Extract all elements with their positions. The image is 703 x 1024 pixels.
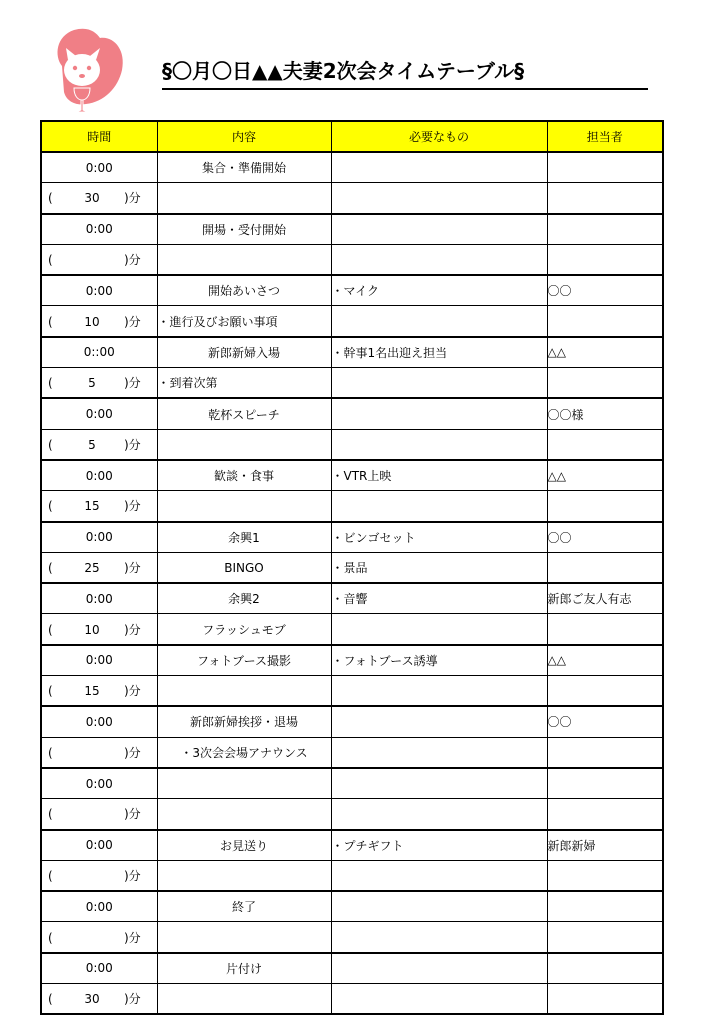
duration-paren-close: )分 [124, 868, 141, 883]
person-cell-sub [547, 614, 663, 645]
duration-paren-close: )分 [124, 930, 141, 945]
items-cell: ・マイク [331, 275, 547, 306]
duration-cell [41, 491, 157, 522]
items-cell-sub [331, 922, 547, 953]
table-row [41, 737, 663, 768]
duration-value: 30 [84, 191, 100, 206]
person-cell: 〇〇 [547, 275, 663, 306]
content-cell-sub [157, 491, 331, 522]
duration-paren-close: )分 [124, 253, 141, 268]
items-cell [331, 768, 547, 799]
duration-paren-open: ( [48, 992, 53, 1007]
items-cell-sub [331, 676, 547, 707]
items-cell-sub [331, 984, 547, 1015]
table-row [41, 830, 663, 861]
table-row [41, 522, 663, 553]
table-row [41, 984, 663, 1015]
items-cell-sub [331, 244, 547, 275]
duration-paren-close: )分 [124, 376, 141, 391]
content-cell-sub [157, 799, 331, 830]
items-cell-sub [331, 799, 547, 830]
table-row [41, 706, 663, 737]
items-cell-sub [331, 860, 547, 891]
duration-paren-open: ( [48, 253, 53, 268]
duration-paren-open: ( [48, 376, 53, 391]
time-cell: 0:00 [41, 953, 157, 984]
time-cell: 0:00 [41, 830, 157, 861]
table-row [41, 614, 663, 645]
content-cell-sub [157, 922, 331, 953]
duration-value: 5 [88, 376, 96, 391]
duration-cell [41, 860, 157, 891]
duration-paren-close: )分 [124, 745, 141, 760]
timetable-body [41, 152, 663, 1014]
items-cell [331, 953, 547, 984]
header-row [41, 121, 663, 152]
content-cell: 余興1 [157, 522, 331, 553]
person-cell-sub [547, 860, 663, 891]
time-cell: 0:00 [41, 706, 157, 737]
person-cell [547, 891, 663, 922]
person-cell [547, 768, 663, 799]
person-cell: △△ [547, 460, 663, 491]
header-person: 担当者 [547, 121, 663, 152]
person-cell [547, 152, 663, 183]
duration-paren-close: )分 [124, 499, 141, 514]
content-cell-sub: フラッシュモブ [157, 614, 331, 645]
content-cell: お見送り [157, 830, 331, 861]
duration-paren-open: ( [48, 807, 53, 822]
table-row [41, 922, 663, 953]
items-cell: ・ビンゴセット [331, 522, 547, 553]
time-cell: 0:00 [41, 460, 157, 491]
duration-cell [41, 984, 157, 1015]
duration-paren-open: ( [48, 622, 53, 637]
table-row [41, 244, 663, 275]
table-row [41, 953, 663, 984]
items-cell-sub: ・景品 [331, 552, 547, 583]
table-row [41, 368, 663, 399]
content-cell: 新郎新婦入場 [157, 337, 331, 368]
content-cell: 終了 [157, 891, 331, 922]
header-content: 内容 [157, 121, 331, 152]
duration-cell [41, 183, 157, 214]
items-cell [331, 891, 547, 922]
duration-paren-open: ( [48, 314, 53, 329]
time-cell: 0::00 [41, 337, 157, 368]
items-cell-sub [331, 614, 547, 645]
items-cell-sub [331, 183, 547, 214]
table-row [41, 768, 663, 799]
person-cell-sub [547, 491, 663, 522]
duration-cell [41, 306, 157, 337]
person-cell-sub [547, 922, 663, 953]
table-row [41, 183, 663, 214]
duration-paren-close: )分 [124, 314, 141, 329]
time-cell: 0:00 [41, 214, 157, 245]
table-row [41, 429, 663, 460]
content-cell-sub [157, 244, 331, 275]
table-row [41, 645, 663, 676]
content-cell-sub [157, 676, 331, 707]
table-row [41, 460, 663, 491]
content-cell: フォトブース撮影 [157, 645, 331, 676]
content-cell-sub: BINGO [157, 552, 331, 583]
person-cell: 〇〇 [547, 706, 663, 737]
duration-cell [41, 922, 157, 953]
content-cell [157, 768, 331, 799]
duration-paren-open: ( [48, 499, 53, 514]
person-cell [547, 214, 663, 245]
content-cell: 開始あいさつ [157, 275, 331, 306]
content-cell-sub [157, 984, 331, 1015]
table-row [41, 552, 663, 583]
items-cell-sub [331, 429, 547, 460]
content-cell-sub [157, 429, 331, 460]
items-cell-sub [331, 491, 547, 522]
items-cell: ・音響 [331, 583, 547, 614]
mouth [79, 74, 85, 78]
content-cell: 新郎新婦挨拶・退場 [157, 706, 331, 737]
duration-value: 10 [84, 314, 100, 329]
time-cell: 0:00 [41, 768, 157, 799]
items-cell [331, 152, 547, 183]
duration-value: 30 [84, 992, 100, 1007]
duration-cell [41, 737, 157, 768]
duration-cell [41, 676, 157, 707]
items-cell-sub [331, 737, 547, 768]
duration-paren-close: )分 [124, 622, 141, 637]
eye-left [73, 66, 77, 70]
person-cell-sub [547, 676, 663, 707]
person-cell: 〇〇 [547, 522, 663, 553]
duration-paren-open: ( [48, 868, 53, 883]
duration-cell [41, 552, 157, 583]
table-row [41, 891, 663, 922]
duration-cell [41, 429, 157, 460]
duration-cell [41, 614, 157, 645]
content-cell: 乾杯スピーチ [157, 398, 331, 429]
person-cell [547, 953, 663, 984]
table-row [41, 337, 663, 368]
table-row [41, 214, 663, 245]
items-cell: ・プチギフト [331, 830, 547, 861]
items-cell: ・フォトブース誘導 [331, 645, 547, 676]
table-row [41, 676, 663, 707]
duration-value: 15 [84, 499, 100, 514]
time-cell: 0:00 [41, 152, 157, 183]
time-cell: 0:00 [41, 522, 157, 553]
table-row [41, 306, 663, 337]
person-cell: △△ [547, 337, 663, 368]
content-cell: 集合・準備開始 [157, 152, 331, 183]
duration-paren-close: )分 [124, 561, 141, 575]
content-cell-sub: ・到着次第 [157, 368, 331, 399]
person-cell-sub [547, 244, 663, 275]
duration-paren-close: )分 [124, 992, 141, 1007]
items-cell-sub [331, 306, 547, 337]
items-cell [331, 214, 547, 245]
person-cell: 新郎ご友人有志 [547, 583, 663, 614]
table-row [41, 491, 663, 522]
table-row [41, 275, 663, 306]
time-cell: 0:00 [41, 891, 157, 922]
table-row [41, 152, 663, 183]
duration-paren-close: )分 [124, 684, 141, 699]
content-cell: 開場・受付開始 [157, 214, 331, 245]
items-cell [331, 398, 547, 429]
person-cell: 〇〇様 [547, 398, 663, 429]
person-cell-sub [547, 737, 663, 768]
duration-paren-close: )分 [124, 807, 141, 822]
table-row [41, 583, 663, 614]
eye-right [87, 66, 91, 70]
content-cell: 余興2 [157, 583, 331, 614]
table-row [41, 860, 663, 891]
person-cell-sub [547, 368, 663, 399]
header-time: 時間 [41, 121, 157, 152]
table-row [41, 398, 663, 429]
person-cell: 新郎新婦 [547, 830, 663, 861]
items-cell: ・VTR上映 [331, 460, 547, 491]
content-cell-sub [157, 860, 331, 891]
items-cell [331, 706, 547, 737]
items-cell-sub [331, 368, 547, 399]
duration-value: 15 [84, 684, 100, 699]
duration-paren-open: ( [48, 684, 53, 699]
person-cell-sub [547, 429, 663, 460]
duration-value: 5 [88, 437, 96, 452]
content-cell-sub: ・3次会会場アナウンス [157, 737, 331, 768]
duration-paren-open: ( [48, 437, 53, 452]
duration-paren-open: ( [48, 191, 53, 206]
content-cell: 歓談・食事 [157, 460, 331, 491]
time-cell: 0:00 [41, 398, 157, 429]
person-cell-sub [547, 799, 663, 830]
duration-value: 10 [84, 622, 100, 637]
person-cell-sub [547, 306, 663, 337]
time-cell: 0:00 [41, 583, 157, 614]
squirrel-wine-logo [44, 26, 126, 116]
duration-cell [41, 244, 157, 275]
duration-paren-open: ( [48, 930, 53, 945]
duration-paren-close: )分 [124, 437, 141, 452]
table-row [41, 799, 663, 830]
person-cell-sub [547, 552, 663, 583]
person-cell-sub [547, 984, 663, 1015]
duration-paren-close: )分 [124, 191, 141, 206]
content-cell-sub [157, 183, 331, 214]
duration-cell [41, 799, 157, 830]
content-cell: 片付け [157, 953, 331, 984]
content-cell-sub: ・進行及びお願い事項 [157, 306, 331, 337]
duration-paren-open: ( [48, 561, 53, 575]
timetable [40, 120, 664, 1015]
duration-value: 25 [84, 561, 100, 575]
person-cell: △△ [547, 645, 663, 676]
time-cell: 0:00 [41, 275, 157, 306]
time-cell: 0:00 [41, 645, 157, 676]
items-cell: ・幹事1名出迎え担当 [331, 337, 547, 368]
duration-cell [41, 368, 157, 399]
duration-paren-open: ( [48, 745, 53, 760]
page-title: §〇月〇日▲▲夫妻2次会タイムテーブル§ [162, 58, 648, 90]
person-cell-sub [547, 183, 663, 214]
header-items: 必要なもの [331, 121, 547, 152]
